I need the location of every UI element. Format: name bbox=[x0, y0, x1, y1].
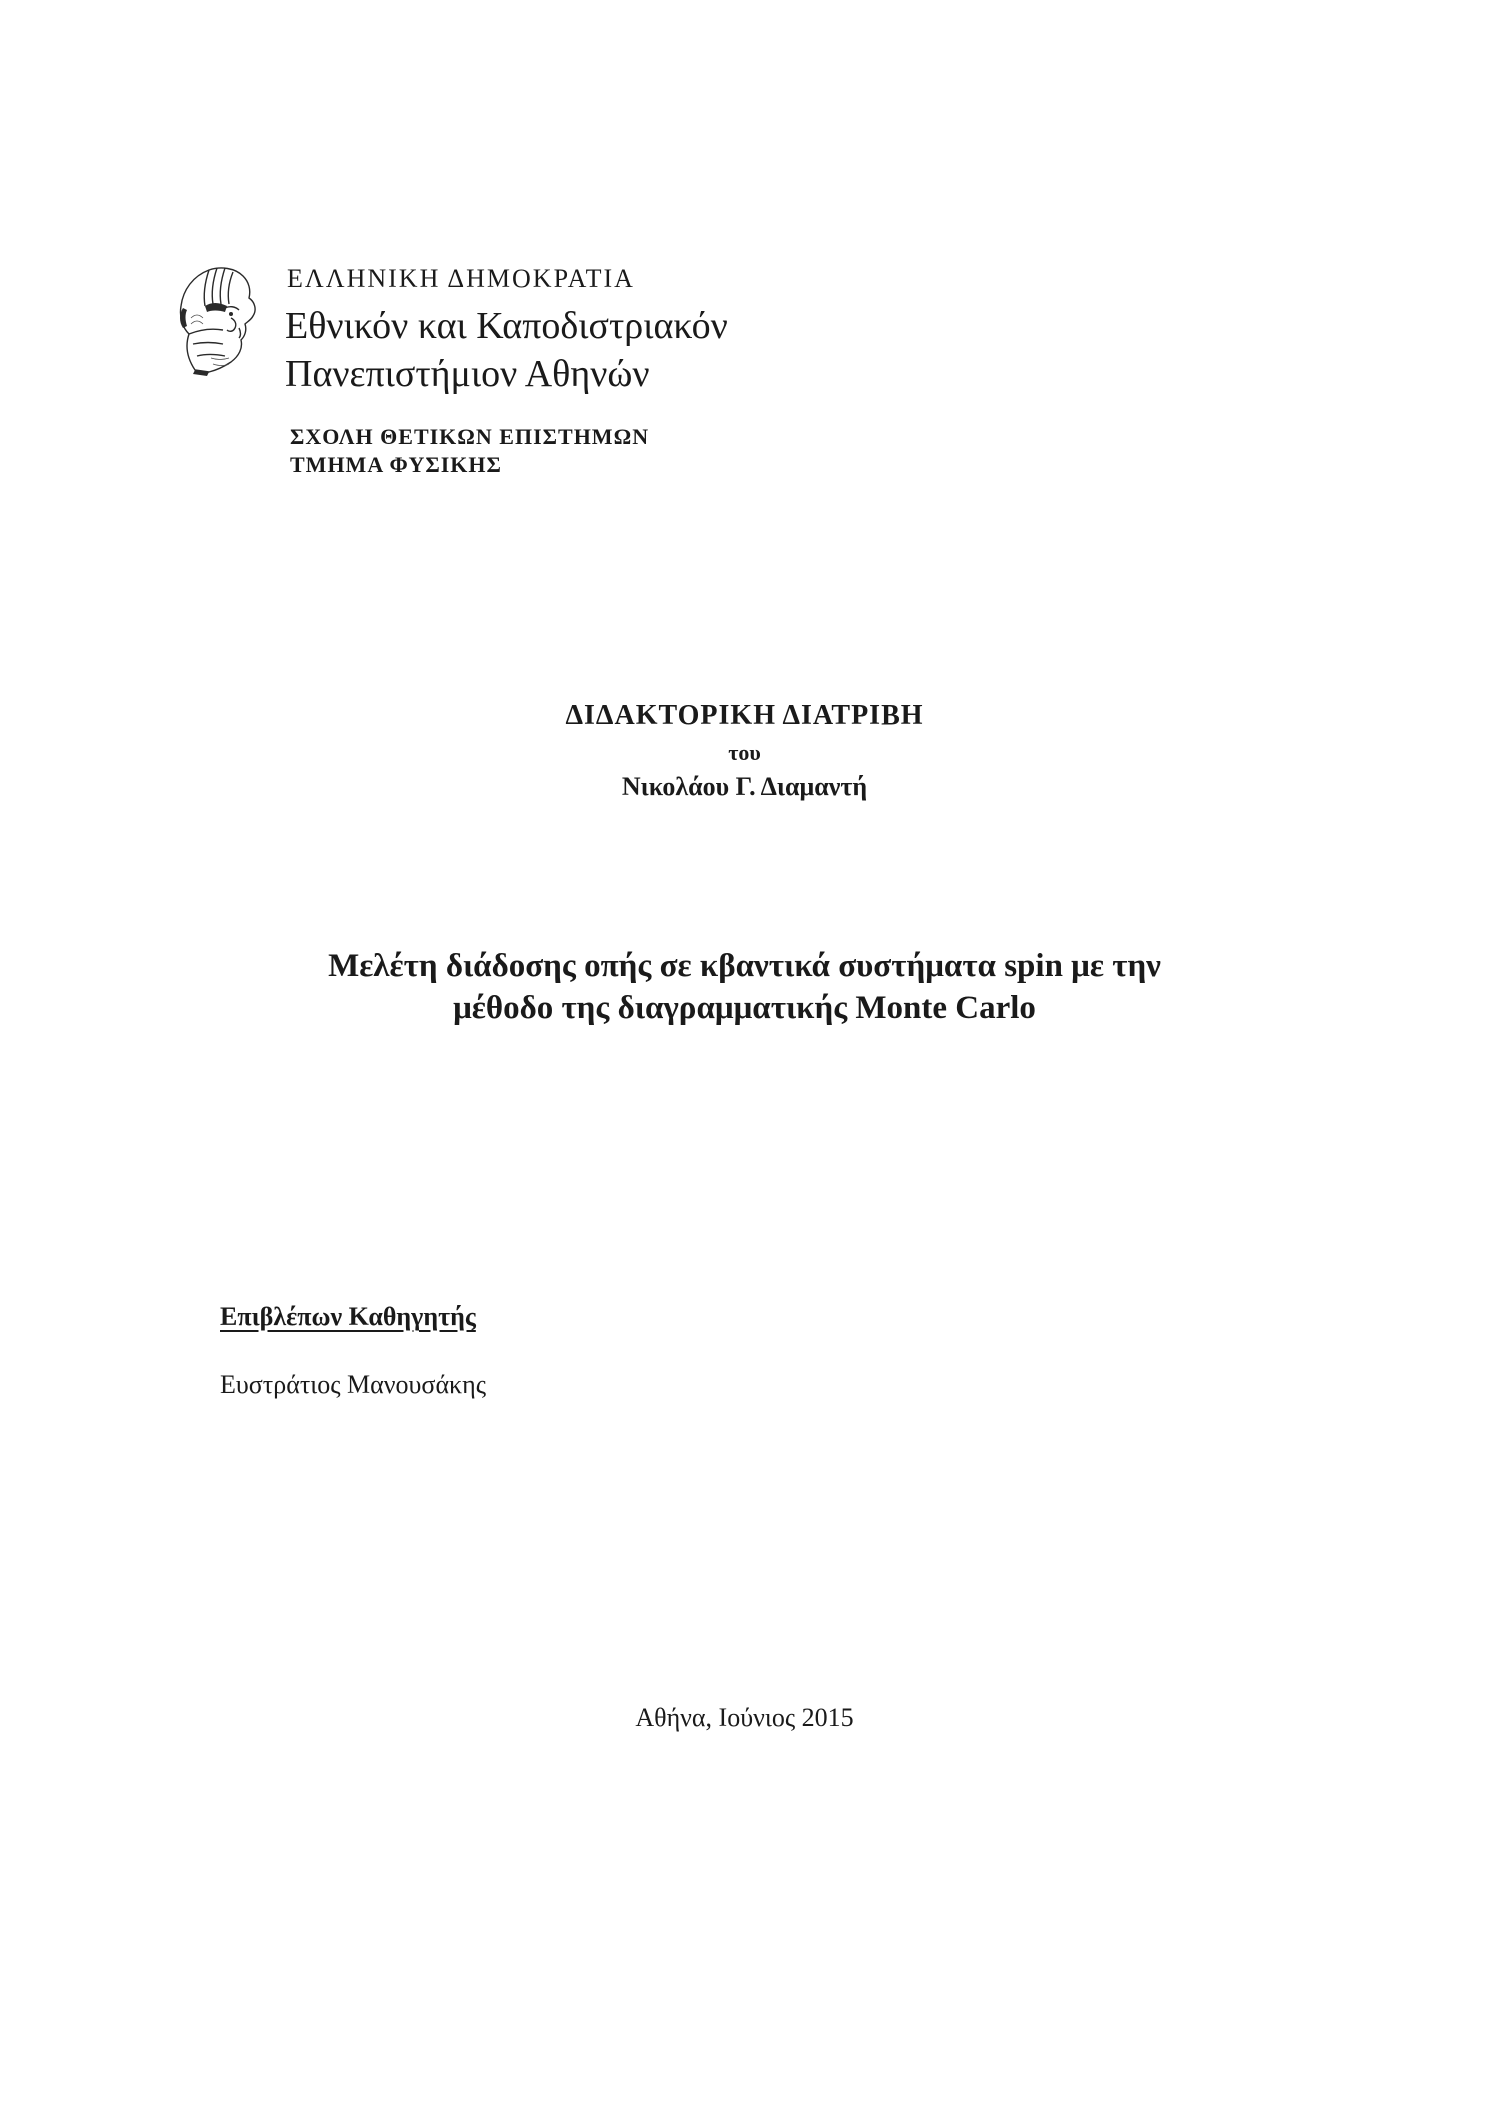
department-name: ΤΜΗΜΑ ΦΥΣΙΚΗΣ bbox=[290, 452, 502, 477]
thesis-type: ΔΙΔΑΚΤΟΡΙΚΗ ΔΙΑΤΡΙΒΗ bbox=[565, 700, 924, 731]
republic-label: ΕΛΛΗΝΙΚΗ ΔΗΜΟΚΡΑΤΙΑ bbox=[287, 264, 635, 293]
university-name-line1: Εθνικόν και Καποδιστριακόν bbox=[285, 305, 728, 347]
university-name-line2: Πανεπιστήμιον Αθηνών bbox=[285, 353, 650, 395]
university-header bbox=[165, 258, 865, 398]
thesis-title-line1: Μελέτη διάδοσης οπής σε κβαντικά συστήματα spin με την bbox=[328, 948, 1161, 984]
school-name: ΣΧΟΛΗ ΘΕΤΙΚΩΝ ΕΠΙΣΤΗΜΩΝ bbox=[290, 424, 650, 449]
thesis-title-line2: μέθοδο της διαγραμματικής Monte Carlo bbox=[453, 990, 1036, 1026]
place-date: Αθήνα, Ιούνιος 2015 bbox=[635, 1703, 854, 1732]
thesis-author: Νικολάου Γ. Διαμαντή bbox=[621, 772, 868, 801]
athena-head-seal-icon bbox=[165, 258, 265, 378]
thesis-of: του bbox=[728, 740, 761, 765]
supervisor-name: Ευστράτιος Μανουσάκης bbox=[220, 1370, 487, 1399]
supervisor-label: Επιβλέπων Καθηγητής bbox=[220, 1302, 476, 1331]
